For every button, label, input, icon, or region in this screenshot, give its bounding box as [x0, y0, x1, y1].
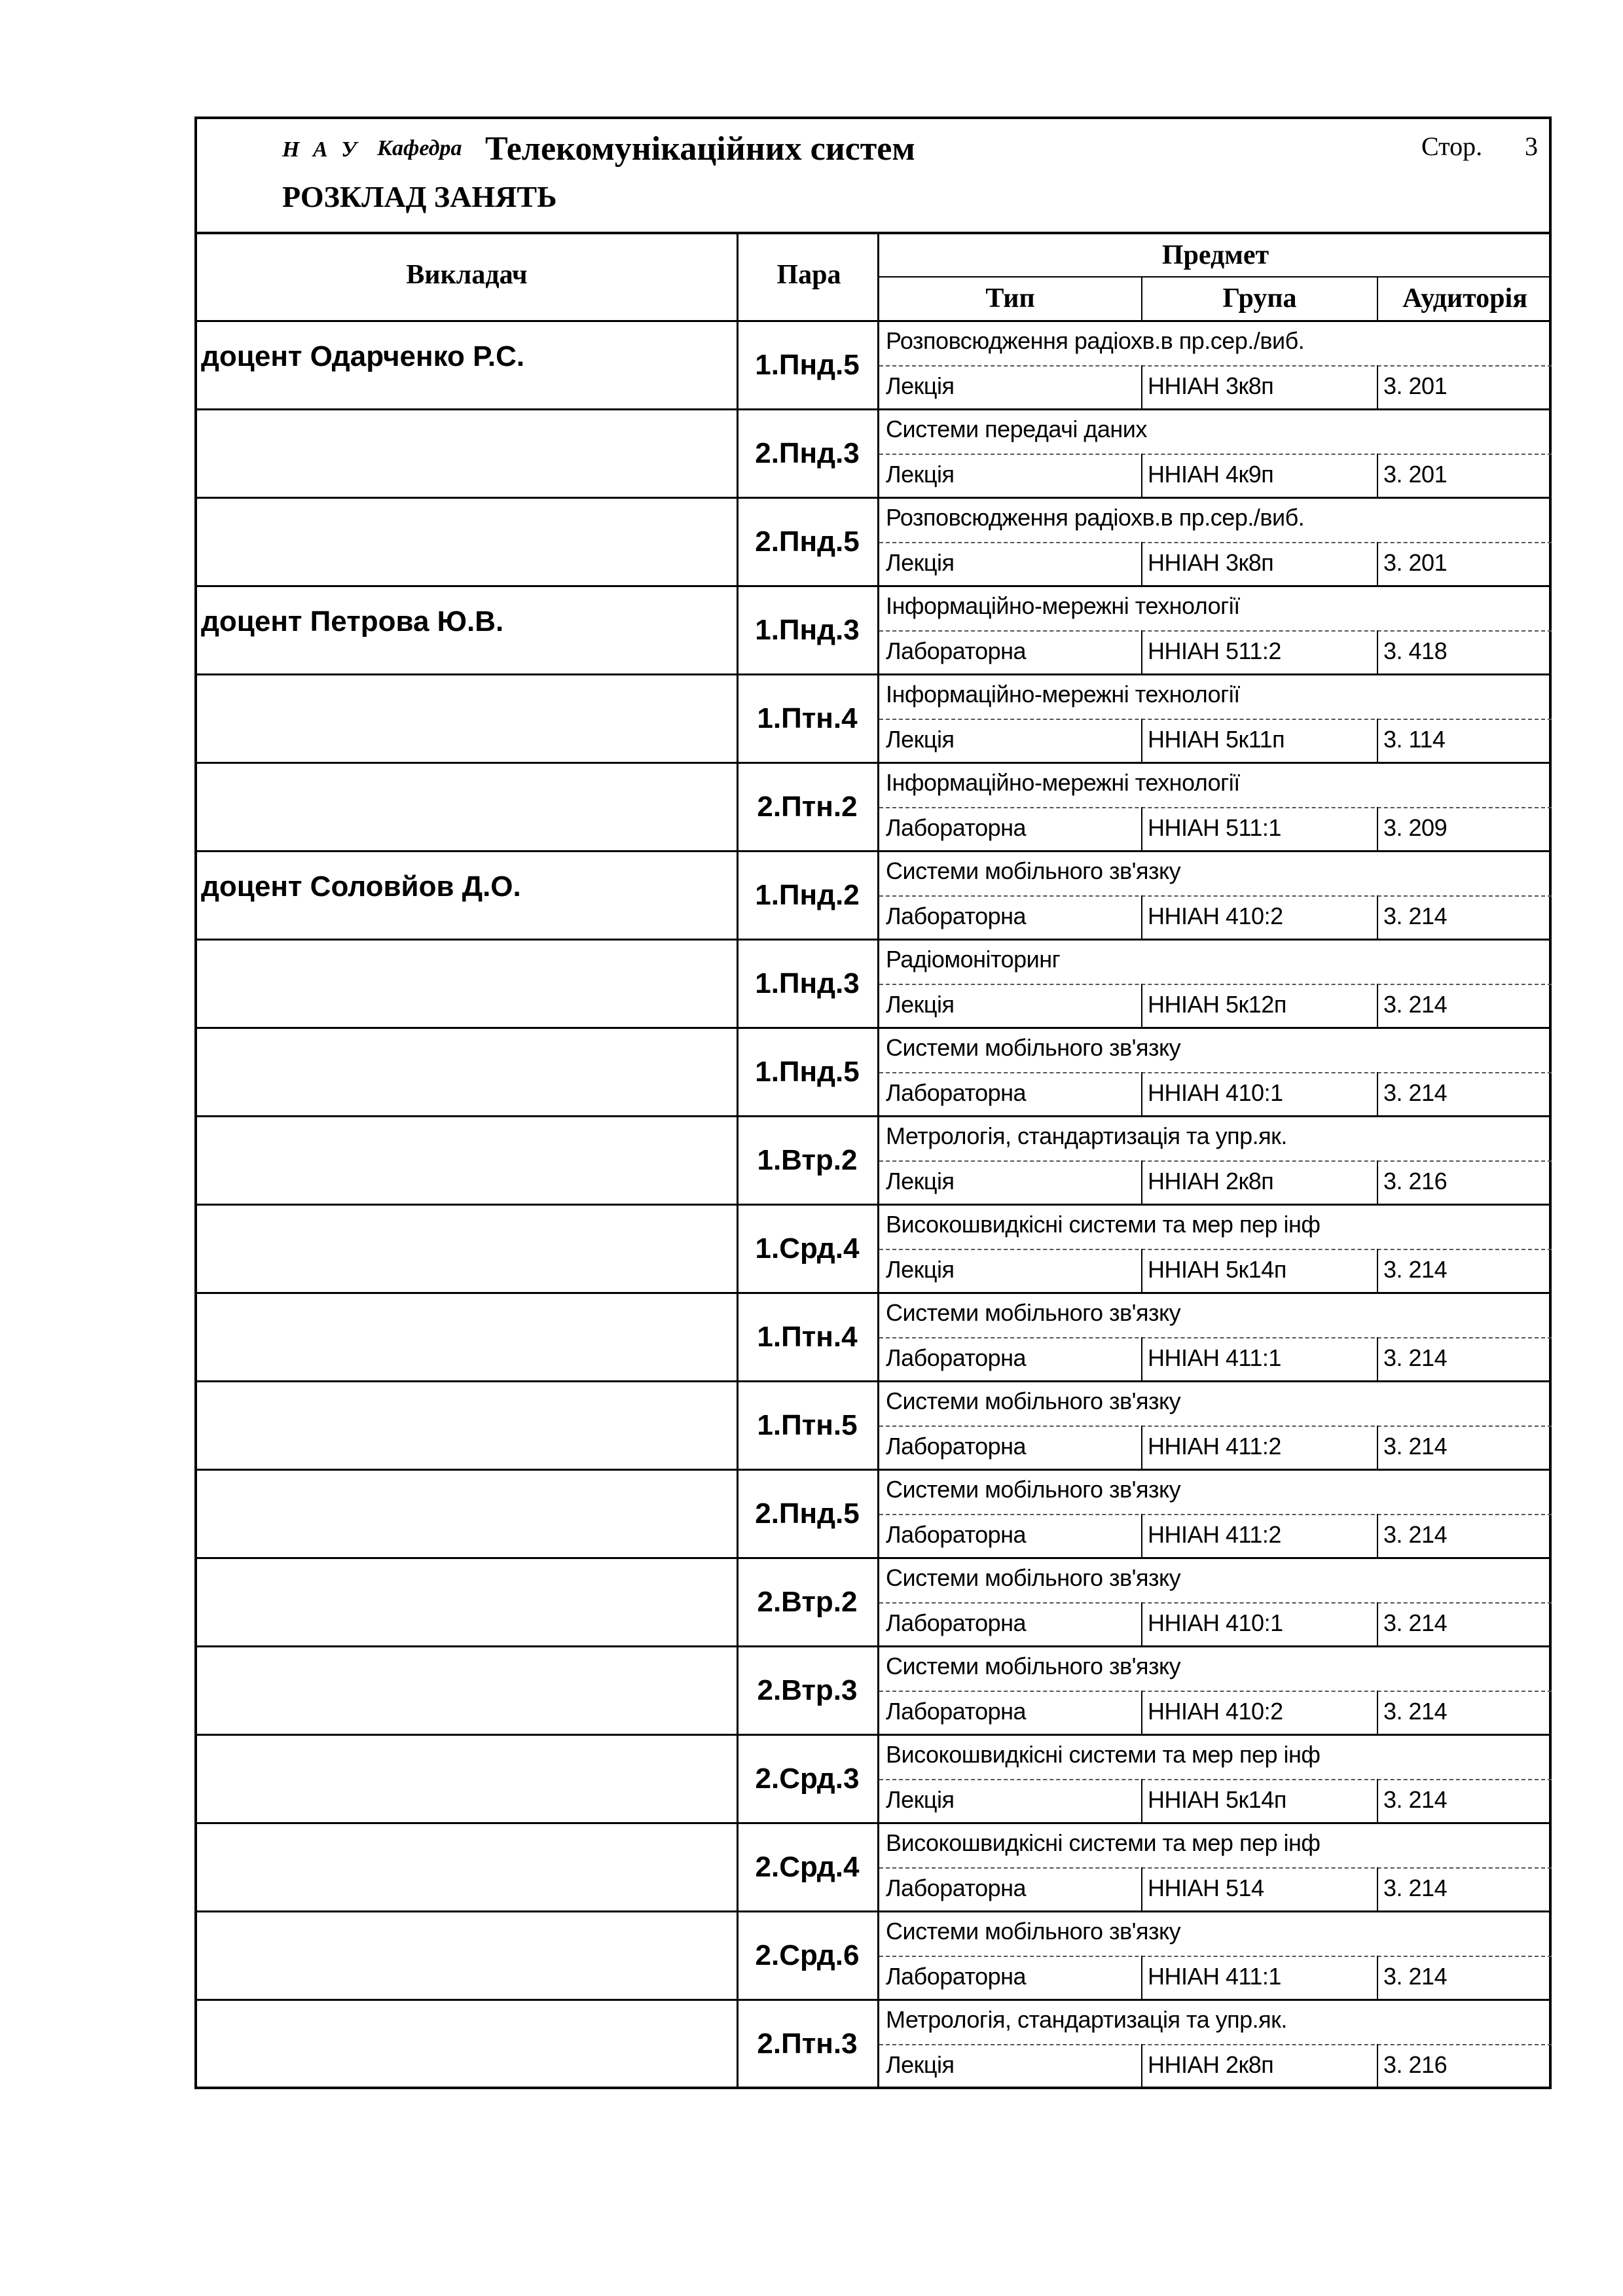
lesson-type: Лекція: [886, 991, 955, 1018]
dashed-separator: [879, 895, 1552, 897]
divider: [1141, 1426, 1142, 1469]
divider: [1141, 1867, 1142, 1910]
schedule-title: РОЗКЛАД ЗАНЯТЬ: [282, 180, 557, 213]
divider: [1141, 454, 1142, 497]
divider: [1377, 807, 1378, 850]
lesson-type: Лабораторна: [886, 1521, 1027, 1548]
group-code: ННІАН 5к12п: [1148, 991, 1286, 1018]
room-number: 3. 214: [1383, 1698, 1448, 1725]
subject-name: Метрологія, стандартизація та упр.як.: [886, 1122, 1287, 1149]
dashed-separator: [879, 1602, 1552, 1604]
divider: [1377, 1779, 1378, 1822]
room-number: 3. 201: [1383, 372, 1448, 399]
document-header: [197, 119, 1549, 234]
column-group: Група: [1222, 283, 1297, 314]
department-label: Кафедра: [377, 136, 462, 160]
subject-name: Інформаційно-мережні технології: [886, 592, 1240, 619]
column-room: Аудиторія: [1402, 283, 1527, 314]
room-number: 3. 216: [1383, 1168, 1448, 1194]
lesson-type: Лекція: [886, 1786, 955, 1813]
lesson-type: Лекція: [886, 461, 955, 488]
divider: [1141, 542, 1142, 585]
subject-name: Інформаційно-мережні технології: [886, 681, 1240, 708]
column-type: Тип: [985, 283, 1035, 314]
subject-name: Розповсюдження радіохв.в пр.сер./виб.: [886, 327, 1305, 354]
dashed-separator: [879, 807, 1552, 808]
table-row: [197, 1647, 1549, 1736]
table-row: [197, 1117, 1549, 1206]
group-code: ННІАН 410:1: [1148, 1079, 1283, 1106]
department-name: Телекомунікаційних систем: [485, 130, 915, 168]
group-code: ННІАН 511:1: [1148, 814, 1281, 841]
subject-name: Системи передачі даних: [886, 416, 1147, 442]
divider: [1377, 1426, 1378, 1469]
divider: [1377, 1514, 1378, 1557]
university-abbr: Н А У: [282, 137, 361, 162]
divider: [1377, 542, 1378, 585]
room-number: 3. 214: [1383, 991, 1448, 1018]
dashed-separator: [879, 630, 1552, 632]
table-row: [197, 1294, 1549, 1382]
lesson-type: Лекція: [886, 372, 955, 399]
lesson-type: Лабораторна: [886, 1963, 1027, 1990]
subject-name: Високошвидкісні системи та мер пер інф: [886, 1829, 1321, 1856]
divider: [1141, 1160, 1142, 1204]
table-row: [197, 1206, 1549, 1294]
divider: [1377, 1072, 1378, 1115]
table-row: [197, 1912, 1549, 2001]
divider: [1141, 807, 1142, 850]
para-slot: 2.Срд.3: [755, 1763, 860, 1795]
group-code: ННІАН 410:2: [1148, 903, 1283, 929]
group-code: ННІАН 411:1: [1148, 1963, 1281, 1990]
dashed-separator: [879, 1160, 1552, 1162]
subject-name: Системи мобільного зв'язку: [886, 1299, 1181, 1326]
room-number: 3. 214: [1383, 1344, 1448, 1371]
subject-name: Системи мобільного зв'язку: [886, 1653, 1181, 1679]
divider: [1377, 1249, 1378, 1292]
lesson-type: Лабораторна: [886, 637, 1027, 664]
dashed-separator: [879, 1956, 1552, 1957]
divider: [1377, 984, 1378, 1027]
subject-name: Системи мобільного зв'язку: [886, 1476, 1181, 1503]
group-code: ННІАН 511:2: [1148, 637, 1281, 664]
teacher-name: доцент Петрова Ю.В.: [201, 605, 504, 637]
column-subject: Предмет: [1161, 240, 1269, 270]
room-number: 3. 216: [1383, 2051, 1448, 2078]
room-number: 3. 201: [1383, 461, 1448, 488]
subject-name: Системи мобільного зв'язку: [886, 1034, 1181, 1061]
table-row: [197, 2001, 1549, 2089]
table-row: [197, 1029, 1549, 1117]
subheader-line: [879, 276, 1552, 278]
group-code: ННІАН 411:2: [1148, 1521, 1281, 1548]
subject-name: Системи мобільного зв'язку: [886, 1564, 1181, 1591]
divider: [1141, 1072, 1142, 1115]
divider: [1141, 1249, 1142, 1292]
teacher-name: доцент Одарченко Р.С.: [201, 340, 525, 372]
room-number: 3. 201: [1383, 549, 1448, 576]
group-code: ННІАН 3к8п: [1148, 372, 1274, 399]
divider: [1377, 1867, 1378, 1910]
para-slot: 1.Птн.4: [757, 702, 858, 734]
table-row: [197, 1559, 1549, 1647]
divider: [1141, 984, 1142, 1027]
lesson-type: Лабораторна: [886, 1874, 1027, 1901]
divider: [1377, 630, 1378, 673]
subject-name: Інформаційно-мережні технології: [886, 769, 1240, 796]
subject-name: Розповсюдження радіохв.в пр.сер./виб.: [886, 504, 1305, 531]
subject-name: Високошвидкісні системи та мер пер інф: [886, 1741, 1321, 1768]
subject-name: Системи мобільного зв'язку: [886, 1388, 1181, 1414]
para-slot: 2.Птн.3: [757, 2028, 858, 2060]
para-slot: 1.Втр.2: [757, 1144, 858, 1176]
para-slot: 1.Пнд.3: [755, 614, 860, 646]
lesson-type: Лабораторна: [886, 1433, 1027, 1460]
room-number: 3. 214: [1383, 1256, 1448, 1283]
room-number: 3. 114: [1383, 726, 1446, 753]
group-code: ННІАН 411:2: [1148, 1433, 1281, 1460]
dashed-separator: [879, 1514, 1552, 1515]
group-code: ННІАН 5к11п: [1148, 726, 1285, 753]
group-code: ННІАН 411:1: [1148, 1344, 1281, 1371]
dashed-separator: [879, 1779, 1552, 1780]
divider: [1141, 1514, 1142, 1557]
lesson-type: Лекція: [886, 1168, 955, 1194]
room-number: 3. 214: [1383, 1521, 1448, 1548]
page-label: Стор.: [1421, 132, 1483, 161]
room-number: 3. 209: [1383, 814, 1448, 841]
para-slot: 2.Срд.6: [755, 1939, 860, 1971]
divider: [1377, 1160, 1378, 1204]
dashed-separator: [879, 454, 1552, 455]
para-slot: 1.Пнд.5: [755, 349, 860, 381]
dashed-separator: [879, 1691, 1552, 1692]
para-slot: 1.Пнд.2: [755, 879, 860, 911]
column-teacher: Викладач: [406, 260, 528, 290]
group-code: ННІАН 5к14п: [1148, 1786, 1286, 1813]
subject-name: Системи мобільного зв'язку: [886, 1918, 1181, 1945]
schedule-sheet: [194, 117, 1552, 2089]
table-row: [197, 941, 1549, 1029]
para-slot: 1.Птн.4: [757, 1321, 858, 1353]
lesson-type: Лекція: [886, 1256, 955, 1283]
table-row: [197, 322, 1549, 410]
group-code: ННІАН 5к14п: [1148, 1256, 1286, 1283]
divider: [1377, 365, 1378, 408]
table-row: [197, 675, 1549, 764]
subject-name: Метрологія, стандартизація та упр.як.: [886, 2006, 1287, 2033]
group-code: ННІАН 3к8п: [1148, 549, 1274, 576]
room-number: 3. 214: [1383, 1874, 1448, 1901]
lesson-type: Лабораторна: [886, 1344, 1027, 1371]
para-slot: 2.Птн.2: [757, 791, 858, 823]
divider: [1377, 1956, 1378, 1999]
column-para: Пара: [776, 260, 841, 290]
lesson-type: Лабораторна: [886, 1698, 1027, 1725]
table-row: [197, 410, 1549, 499]
divider: [1377, 454, 1378, 497]
divider: [1377, 1602, 1378, 1645]
para-slot: 2.Втр.2: [757, 1586, 858, 1618]
lesson-type: Лабораторна: [886, 903, 1027, 929]
table-row: [197, 764, 1549, 852]
divider: [1377, 719, 1378, 762]
table-row: [197, 1471, 1549, 1559]
para-slot: 1.Пнд.5: [755, 1056, 860, 1088]
dashed-separator: [879, 1072, 1552, 1073]
table-row: [197, 852, 1549, 941]
para-slot: 2.Пнд.5: [755, 526, 860, 558]
subject-name: Системи мобільного зв'язку: [886, 857, 1181, 884]
page-number: 3: [1525, 132, 1538, 161]
divider: [1377, 1337, 1378, 1380]
divider: [1141, 1337, 1142, 1380]
table-row: [197, 499, 1549, 587]
dashed-separator: [879, 984, 1552, 985]
lesson-type: Лекція: [886, 549, 955, 576]
teacher-name: доцент Соловйов Д.О.: [201, 870, 521, 903]
para-slot: 2.Втр.3: [757, 1674, 858, 1706]
group-code: ННІАН 2к8п: [1148, 1168, 1274, 1194]
group-code: ННІАН 410:1: [1148, 1609, 1283, 1636]
table-row: [197, 1824, 1549, 1912]
divider: [1141, 719, 1142, 762]
dashed-separator: [879, 1426, 1552, 1427]
divider: [1377, 895, 1378, 939]
divider: [1141, 630, 1142, 673]
para-slot: 2.Пнд.3: [755, 437, 860, 469]
divider: [1141, 1602, 1142, 1645]
para-slot: 2.Срд.4: [755, 1851, 860, 1883]
dashed-separator: [879, 719, 1552, 720]
para-slot: 1.Птн.5: [757, 1409, 858, 1441]
lesson-type: Лекція: [886, 2051, 955, 2078]
dashed-separator: [879, 2044, 1552, 2045]
divider: [1377, 1691, 1378, 1734]
divider: [1141, 895, 1142, 939]
subject-name: Радіомоніторинг: [886, 946, 1061, 973]
table-row: [197, 1382, 1549, 1471]
dashed-separator: [879, 1337, 1552, 1338]
divider: [1141, 1956, 1142, 1999]
dashed-separator: [879, 1867, 1552, 1869]
room-number: 3. 214: [1383, 1079, 1448, 1106]
divider: [1141, 365, 1142, 408]
lesson-type: Лекція: [886, 726, 955, 753]
room-number: 3. 214: [1383, 1609, 1448, 1636]
column-header: [197, 234, 1549, 322]
lesson-type: Лабораторна: [886, 814, 1027, 841]
divider: [1377, 2044, 1378, 2087]
para-slot: 1.Пнд.3: [755, 967, 860, 999]
lesson-type: Лабораторна: [886, 1079, 1027, 1106]
room-number: 3. 214: [1383, 1786, 1448, 1813]
divider: [1141, 1779, 1142, 1822]
table-row: [197, 1736, 1549, 1824]
divider: [1141, 2044, 1142, 2087]
dashed-separator: [879, 365, 1552, 367]
para-slot: 1.Срд.4: [755, 1232, 860, 1265]
group-code: ННІАН 2к8п: [1148, 2051, 1274, 2078]
dashed-separator: [879, 542, 1552, 543]
dashed-separator: [879, 1249, 1552, 1250]
room-number: 3. 214: [1383, 903, 1448, 929]
room-number: 3. 418: [1383, 637, 1448, 664]
para-slot: 2.Пнд.5: [755, 1498, 860, 1530]
schedule-rows: [197, 322, 1549, 2089]
subject-name: Високошвидкісні системи та мер пер інф: [886, 1211, 1321, 1238]
divider: [1141, 1691, 1142, 1734]
group-code: ННІАН 4к9п: [1148, 461, 1274, 488]
table-row: [197, 587, 1549, 675]
room-number: 3. 214: [1383, 1963, 1448, 1990]
group-code: ННІАН 514: [1148, 1874, 1264, 1901]
group-code: ННІАН 410:2: [1148, 1698, 1283, 1725]
room-number: 3. 214: [1383, 1433, 1448, 1460]
lesson-type: Лабораторна: [886, 1609, 1027, 1636]
